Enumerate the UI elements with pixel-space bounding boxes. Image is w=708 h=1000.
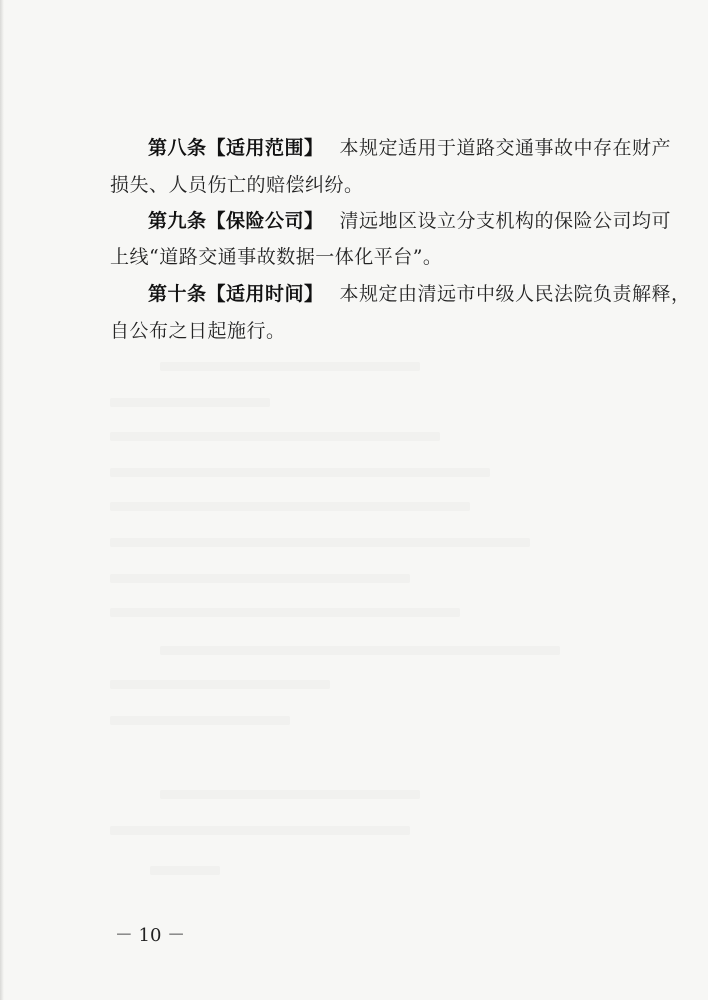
bleed-through-mark bbox=[160, 362, 420, 371]
bleed-through-mark bbox=[110, 398, 270, 407]
article-8-text: 本规定适用于道路交通事故中存在财产 bbox=[339, 137, 672, 159]
article-9-line-1 bbox=[148, 206, 671, 233]
article-9-text: 清远地区设立分支机构的保险公司均可 bbox=[339, 210, 672, 232]
article-9-line-2: 上线“道路交通事故数据一体化平台”。 bbox=[110, 246, 443, 268]
page-number: － 10 － bbox=[114, 925, 186, 946]
bleed-through-mark bbox=[110, 680, 330, 689]
bleed-through-mark bbox=[110, 538, 530, 547]
bleed-through-mark bbox=[110, 468, 490, 477]
article-10-heading: 第十条【适用时间】 bbox=[148, 283, 324, 305]
article-8-heading: 第八条【适用范围】 bbox=[148, 137, 324, 159]
bleed-through-mark bbox=[110, 608, 460, 617]
bleed-through-mark bbox=[110, 574, 410, 583]
article-10-line-2: 自公布之日起施行。 bbox=[110, 320, 286, 342]
bleed-through-mark bbox=[110, 502, 470, 511]
scan-edge bbox=[0, 0, 4, 1000]
bleed-through-mark bbox=[110, 716, 290, 725]
bleed-through-mark bbox=[160, 646, 560, 655]
bleed-through-mark bbox=[110, 826, 410, 835]
article-10-text: 本规定由清远市中级人民法院负责解释， bbox=[339, 283, 691, 305]
article-8-line-1 bbox=[148, 133, 671, 160]
article-9-heading: 第九条【保险公司】 bbox=[148, 210, 324, 232]
bleed-through-mark bbox=[160, 790, 420, 799]
article-10-line-1 bbox=[148, 279, 691, 306]
bleed-through-mark bbox=[150, 866, 220, 875]
article-8-line-2: 损失、人员伤亡的赔偿纠纷。 bbox=[110, 174, 364, 196]
bleed-through-mark bbox=[110, 432, 440, 441]
